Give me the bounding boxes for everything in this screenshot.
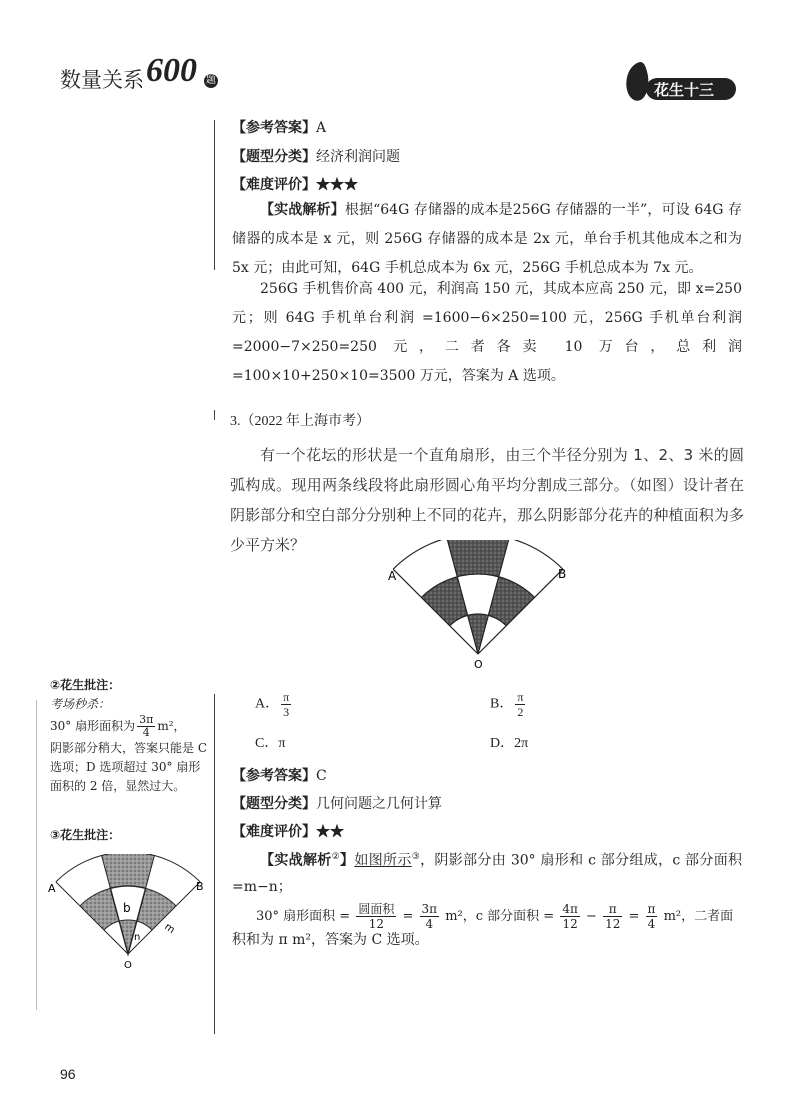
sidenote-rule bbox=[36, 700, 37, 1010]
page-number: 96 bbox=[60, 1066, 76, 1082]
q2-category: 【题型分类】经济利润问题 bbox=[232, 149, 400, 165]
option-c[interactable]: C．π bbox=[255, 736, 286, 751]
q3-category: 【题型分类】几何问题之几何计算 bbox=[232, 796, 442, 812]
option-b[interactable]: B． $\frac{\pi}{2}$ bbox=[490, 690, 524, 719]
side-fig-label-n: n bbox=[134, 932, 141, 943]
sidenote-3-title: ③花生批注： bbox=[50, 828, 121, 842]
book-title-number: 600 bbox=[146, 52, 197, 89]
side-fig-label-a: A bbox=[48, 882, 56, 895]
q3-number: 3.（2022 年上海市考） bbox=[230, 414, 370, 429]
option-d[interactable]: D．2π bbox=[490, 736, 529, 751]
q3-analysis: 【实战解析②】如图所示③，阴影部分由 30° 扇形和 c 部分组成，c 部分面积 =m−n； bbox=[232, 852, 743, 895]
q3-question-text: 有一个花坛的形状是一个直角扇形，由三个半径分别为 1、2、3 米的圆弧构成。现用两条线段将此扇形圆心角平均分割成三部分。（如图）设计者在阴影部分和空白部分分别种上不同的花卉，那么阴影部分花卉的种植面积为多少平方米？ bbox=[230, 446, 744, 554]
book-title: 数量关系 bbox=[60, 68, 144, 92]
margin-rule-top bbox=[214, 120, 215, 270]
q3-difficulty: 【难度评价】★★ bbox=[232, 824, 344, 840]
side-fig-label-o: O bbox=[124, 960, 132, 970]
q3-formula: 30° 扇形面积 = $\frac{\text{圆面积}}{12}$ = $\frac{3\pi}{4}$ m²，c 部分面积 = $\frac{4\pi}{12}$ − $\frac{\pi}{12}$ = $\frac{\pi}{4}$ m²，二者面 bbox=[256, 902, 734, 931]
logo-text: 花生十三 bbox=[654, 81, 715, 99]
q2-difficulty: 【难度评价】★★★ bbox=[232, 177, 358, 193]
sidenote-2: ②花生批注： 考场秒杀： 30° 扇形面积为 $\frac{3\pi}{4}$ m²， 阴影部分稍大，答案只能是 C 选项；D 选项超过 30° 扇形面积的 2 倍，显然过大。 bbox=[50, 678, 207, 793]
side-fig-label-b-region: b bbox=[123, 901, 131, 915]
q2-ref-answer: 【参考答案】A bbox=[232, 120, 327, 136]
sector-figure bbox=[378, 540, 578, 670]
q3-ref-answer: 【参考答案】C bbox=[232, 768, 327, 784]
q2-analysis-p2: 256G 手机售价高 400 元，利润高 150 元，其成本应高 250 元，即 x=250 元；则 64G 手机单台利润 =1600−6×250=100 元，256G 手机单台利润 =2000−7×250=250 元，二者各卖 10 万台，总利润 =100×10+250×10=3500 万元，答案为 A 选项。 bbox=[232, 281, 742, 384]
sidenote-figure bbox=[46, 854, 210, 970]
margin-rule-mid bbox=[214, 410, 215, 420]
side-fig-label-b: B bbox=[196, 880, 204, 893]
q2-analysis-p1: 【实战解析】根据“64G 存储器的成本是256G 存储器的一半”，可设 64G 存储器的成本是 x 元，则 256G 存储器的成本是 2x 元，单台手机其他成本之和为 5x 元；由此可知，64G 手机总成本为 6x 元，256G 手机总成本为 7x 元。 bbox=[232, 202, 743, 276]
brand-logo bbox=[620, 56, 738, 104]
q3-formula-end: 积和为 π m²，答案为 C 选项。 bbox=[232, 932, 429, 948]
margin-rule-bottom bbox=[214, 694, 215, 1034]
figure-label-o: O bbox=[474, 658, 483, 670]
option-a[interactable]: A． $\frac{\pi}{3}$ bbox=[255, 690, 290, 719]
figure-label-a: A bbox=[388, 569, 397, 583]
figure-link[interactable]: 如图所示 bbox=[354, 852, 412, 869]
figure-label-b: B bbox=[558, 567, 567, 581]
side-fig-label-m: m bbox=[162, 921, 177, 937]
book-title-suffix: 题 bbox=[206, 75, 216, 86]
